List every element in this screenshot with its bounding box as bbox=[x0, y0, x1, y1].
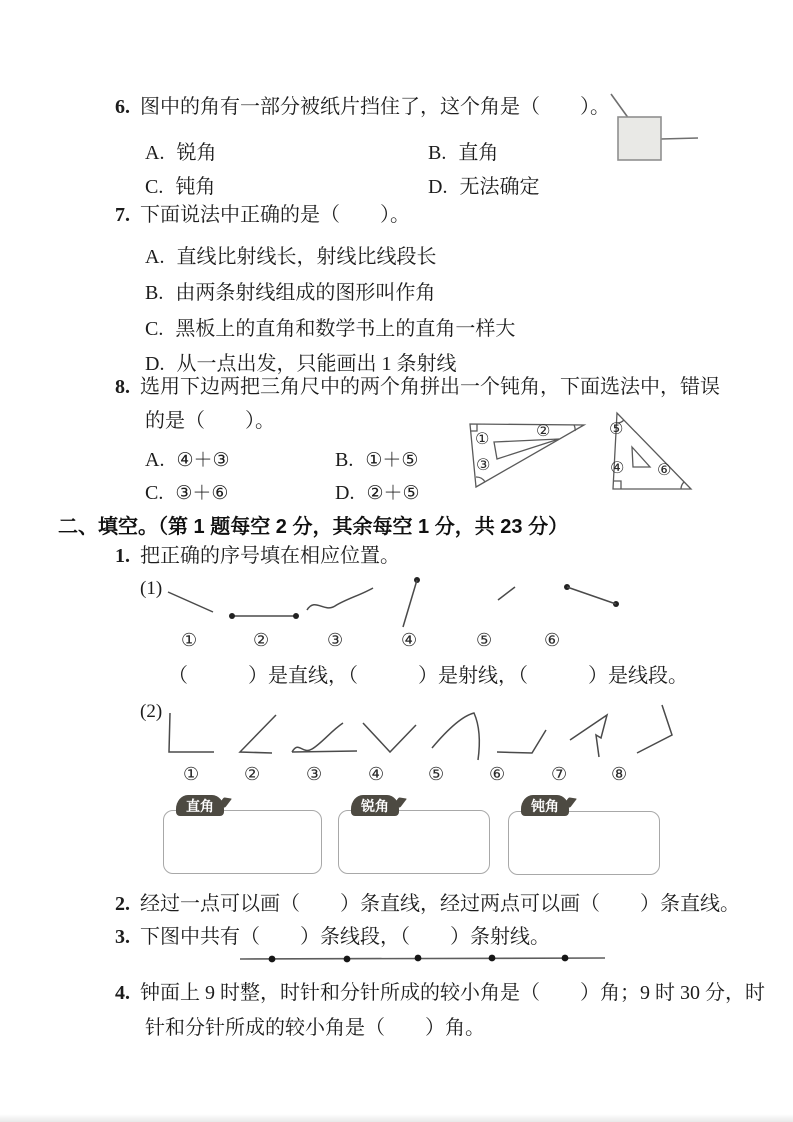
inner-hole-2 bbox=[632, 447, 650, 467]
q7-option-c-text: 黑板上的直角和数学书上的直角一样大 bbox=[175, 318, 516, 340]
scan-edge-shadow bbox=[0, 1114, 793, 1122]
s2-q4-stem-line2 bbox=[145, 1017, 485, 1040]
obtuse-angle-box bbox=[508, 811, 660, 875]
q8-number: 8. bbox=[115, 376, 130, 398]
part2-label-1: ① bbox=[183, 764, 200, 785]
q6-number: 6. bbox=[115, 96, 130, 118]
part2-label-8: ⑧ bbox=[611, 764, 628, 785]
figure-curve bbox=[307, 588, 373, 610]
q8-option-b-label: B. bbox=[335, 449, 354, 471]
s2-q4-stem-line1 bbox=[115, 982, 765, 1005]
q7-option-d-label: D. bbox=[145, 353, 165, 375]
q6-option-d bbox=[428, 170, 539, 199]
part2-label-4: ④ bbox=[368, 764, 385, 785]
s2-q4-number: 4. bbox=[115, 982, 130, 1004]
part1-label-2: ② bbox=[253, 630, 270, 651]
figure-short-line bbox=[498, 587, 515, 600]
q6-option-d-text: 无法确定 bbox=[459, 176, 540, 198]
tri1-angle-1-label: ① bbox=[475, 429, 490, 448]
part1-answer-line: （ ）是直线，（ ）是射线，（ ）是线段。 bbox=[168, 665, 688, 687]
acute-angle-box bbox=[338, 810, 490, 874]
s2-q2-number: 2. bbox=[115, 893, 130, 915]
part1-label: (1) bbox=[140, 578, 163, 599]
s2-q3-text: 下图中共有（ ）条线段，（ ）条射线。 bbox=[140, 926, 550, 948]
q8-figure-set-squares bbox=[462, 410, 702, 505]
question-8-stem-line1 bbox=[115, 376, 720, 399]
q7-option-b-label: B. bbox=[145, 282, 164, 304]
figure-arc-shape bbox=[432, 713, 479, 760]
part2-label-3: ③ bbox=[306, 764, 323, 785]
figure-line bbox=[168, 592, 213, 612]
q6-option-c-label: C. bbox=[145, 176, 164, 198]
q3-figure-line-with-points bbox=[235, 945, 615, 970]
tri2-angle-6-label: ⑥ bbox=[657, 460, 672, 479]
q6-option-a bbox=[145, 136, 216, 165]
question-8-stem-line2 bbox=[145, 410, 275, 433]
right-angle-mark-2 bbox=[613, 481, 621, 489]
part1-label-4: ④ bbox=[401, 630, 418, 651]
figure-obtuse-angle-2 bbox=[637, 705, 672, 753]
part1-label-3: ③ bbox=[327, 630, 344, 651]
q7-option-b bbox=[145, 276, 435, 305]
s2-q1-number: 1. bbox=[115, 545, 130, 567]
corner-arc bbox=[681, 482, 684, 489]
q8-option-a-text: ④＋③ bbox=[176, 449, 230, 471]
right-angle-tag: 直角 bbox=[176, 795, 224, 816]
question-7-stem bbox=[115, 204, 410, 227]
q7-option-d-text: 从一点出发，只能画出 1 条射线 bbox=[176, 353, 457, 375]
part2-label-2: ② bbox=[244, 764, 261, 785]
q7-option-a-text: 直线比射线长，射线比线段长 bbox=[176, 246, 437, 268]
part2-label-6: ⑥ bbox=[489, 764, 506, 785]
tri1-angle-3-label: ③ bbox=[476, 455, 491, 474]
q8-option-d bbox=[335, 478, 420, 505]
corner-arc bbox=[476, 477, 485, 482]
q7-option-a bbox=[145, 240, 436, 269]
q6-option-c bbox=[145, 170, 215, 199]
tri2-angle-5-label: ⑤ bbox=[609, 419, 624, 438]
s2-q2-text: 经过一点可以画（ ）条直线，经过两点可以画（ ）条直线。 bbox=[140, 893, 740, 915]
q7-option-c-label: C. bbox=[145, 318, 164, 340]
q8-option-a-label: A. bbox=[145, 449, 165, 471]
s2-q2-stem bbox=[115, 893, 740, 916]
section-2-title: 二、填空。（第 1 题每空 2 分，其余每空 1 分，共 23 分） bbox=[58, 516, 569, 538]
set-square-2 bbox=[613, 413, 691, 489]
figure-obtuse-angle bbox=[497, 730, 546, 753]
part2-label: (2) bbox=[140, 701, 163, 722]
q8-option-c-text: ③＋⑥ bbox=[175, 482, 229, 504]
s2-q1-text: 把正确的序号填在相应位置。 bbox=[140, 545, 400, 567]
s2-q3-number: 3. bbox=[115, 926, 130, 948]
q7-text: 下面说法中正确的是（ ）。 bbox=[140, 204, 410, 226]
q6-option-b-text: 直角 bbox=[458, 142, 499, 164]
s2-q4-text-line2: 针和分针所成的较小角是（ ）角。 bbox=[145, 1017, 485, 1039]
figure-right-angle bbox=[169, 713, 214, 752]
angle-side-right bbox=[661, 138, 698, 139]
part2-figures bbox=[150, 703, 695, 765]
q8-text-line2: 的是（ ）。 bbox=[145, 410, 275, 432]
right-angle-box bbox=[163, 810, 322, 874]
q8-option-b-text: ①＋⑤ bbox=[365, 449, 419, 471]
part1-label-1: ① bbox=[181, 630, 198, 651]
q6-option-b-label: B. bbox=[428, 142, 447, 164]
s2-q4-text-line1: 钟面上 9 时整，时针和分针所成的较小角是（ ）角；9 时 30 分，时 bbox=[140, 982, 765, 1004]
figure-ray bbox=[403, 577, 420, 627]
q6-option-d-label: D. bbox=[428, 176, 448, 198]
q8-option-c bbox=[145, 478, 228, 505]
figure-acute-angle bbox=[240, 715, 276, 753]
q6-text: 图中的角有一部分被纸片挡住了，这个角是（ ）。 bbox=[140, 96, 610, 118]
q7-option-a-label: A. bbox=[145, 246, 165, 268]
q8-option-b bbox=[335, 445, 418, 472]
part1-label-5: ⑤ bbox=[476, 630, 493, 651]
figure-arrow-angle bbox=[570, 715, 607, 757]
q7-option-c bbox=[145, 312, 515, 341]
angle-side-upper bbox=[611, 94, 629, 119]
figure-curved-angle bbox=[292, 723, 357, 752]
part1-figures bbox=[150, 570, 670, 635]
q6-option-a-label: A. bbox=[145, 142, 165, 164]
part2-label-5: ⑤ bbox=[428, 764, 445, 785]
q8-option-a bbox=[145, 445, 230, 472]
acute-angle-tag: 锐角 bbox=[351, 795, 399, 816]
part1-label-6: ⑥ bbox=[544, 630, 561, 651]
inner-hole-1 bbox=[494, 439, 559, 459]
part2-label-7: ⑦ bbox=[551, 764, 568, 785]
paper-square bbox=[618, 117, 661, 160]
q6-option-a-text: 锐角 bbox=[176, 142, 217, 164]
q7-option-b-text: 由两条射线组成的图形叫作角 bbox=[175, 282, 436, 304]
q6-option-b bbox=[428, 136, 498, 165]
tri1-angle-2-label: ② bbox=[536, 421, 551, 440]
figure-v-angle bbox=[363, 723, 416, 752]
q6-figure-covered-angle bbox=[598, 86, 793, 196]
q8-option-d-text: ②＋⑤ bbox=[366, 482, 420, 504]
figure-segment bbox=[229, 613, 299, 619]
question-6-stem bbox=[115, 96, 610, 119]
obtuse-angle-tag: 钝角 bbox=[521, 795, 569, 816]
q7-number: 7. bbox=[115, 204, 130, 226]
q8-option-d-label: D. bbox=[335, 482, 355, 504]
q8-option-c-label: C. bbox=[145, 482, 164, 504]
figure-segment-2 bbox=[564, 584, 619, 607]
tri2-angle-4-label: ④ bbox=[610, 458, 625, 477]
q6-option-c-text: 钝角 bbox=[175, 176, 216, 198]
q8-text-line1: 选用下边两把三角尺中的两个角拼出一个钝角，下面选法中，错误 bbox=[140, 376, 720, 398]
q7-option-d bbox=[145, 347, 456, 376]
s2-q1-stem bbox=[115, 545, 400, 568]
